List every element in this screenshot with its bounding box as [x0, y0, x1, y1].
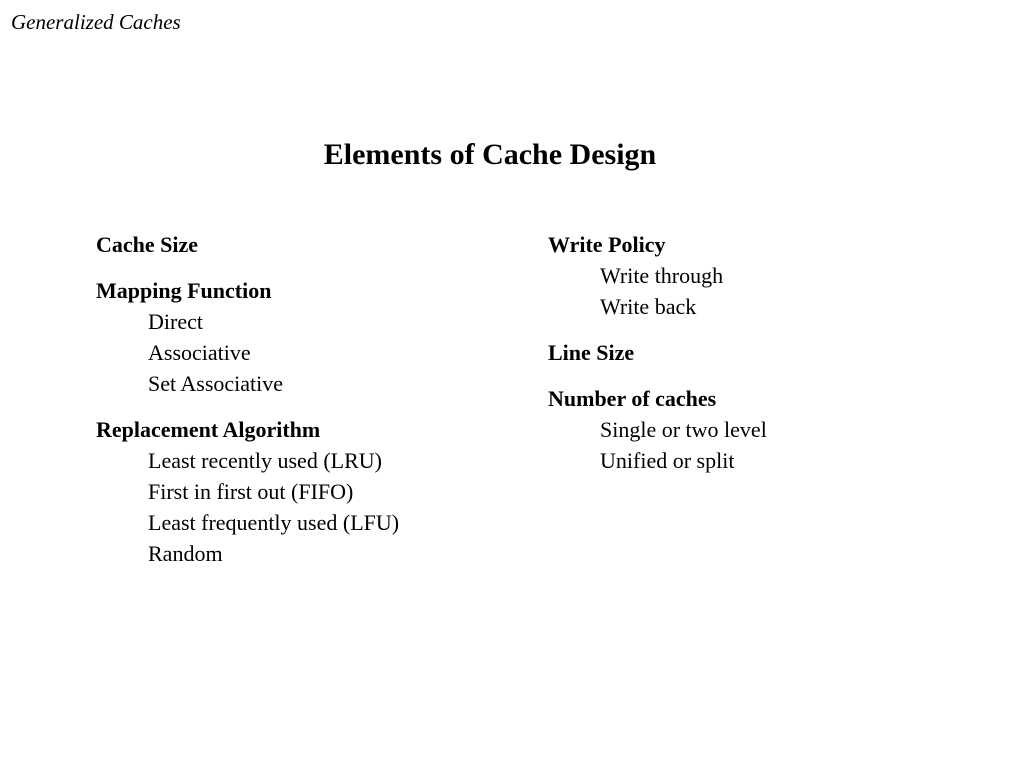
slide-title: Elements of Cache Design [323, 138, 657, 171]
list-item: Write through [600, 263, 724, 288]
right-column [548, 229, 767, 491]
list-item: First in first out (FIFO) [148, 479, 354, 504]
section-heading: Number of caches [548, 386, 717, 411]
left-column [96, 229, 399, 584]
section-heading: Write Policy [548, 232, 666, 257]
section-line-size [548, 337, 767, 368]
list-item: Single or two level [600, 417, 767, 442]
section-cache-size [96, 229, 399, 260]
section-heading: Cache Size [96, 232, 199, 257]
list-item: Write back [600, 294, 697, 319]
list-item: Least frequently used (LFU) [148, 510, 400, 535]
section-mapping-function [96, 275, 399, 399]
list-item: Direct [148, 309, 203, 334]
section-heading: Mapping Function [96, 278, 272, 303]
section-heading: Replacement Algorithm [96, 417, 321, 442]
section-write-policy [548, 229, 767, 322]
list-item: Associative [148, 340, 251, 365]
section-replacement-algorithm [96, 414, 399, 569]
section-number-of-caches [548, 383, 767, 476]
header-title: Generalized Caches [11, 10, 181, 34]
list-item: Least recently used (LRU) [148, 448, 382, 473]
list-item: Unified or split [600, 448, 735, 473]
list-item: Set Associative [148, 371, 284, 396]
section-heading: Line Size [548, 340, 635, 365]
list-item: Random [148, 541, 223, 566]
